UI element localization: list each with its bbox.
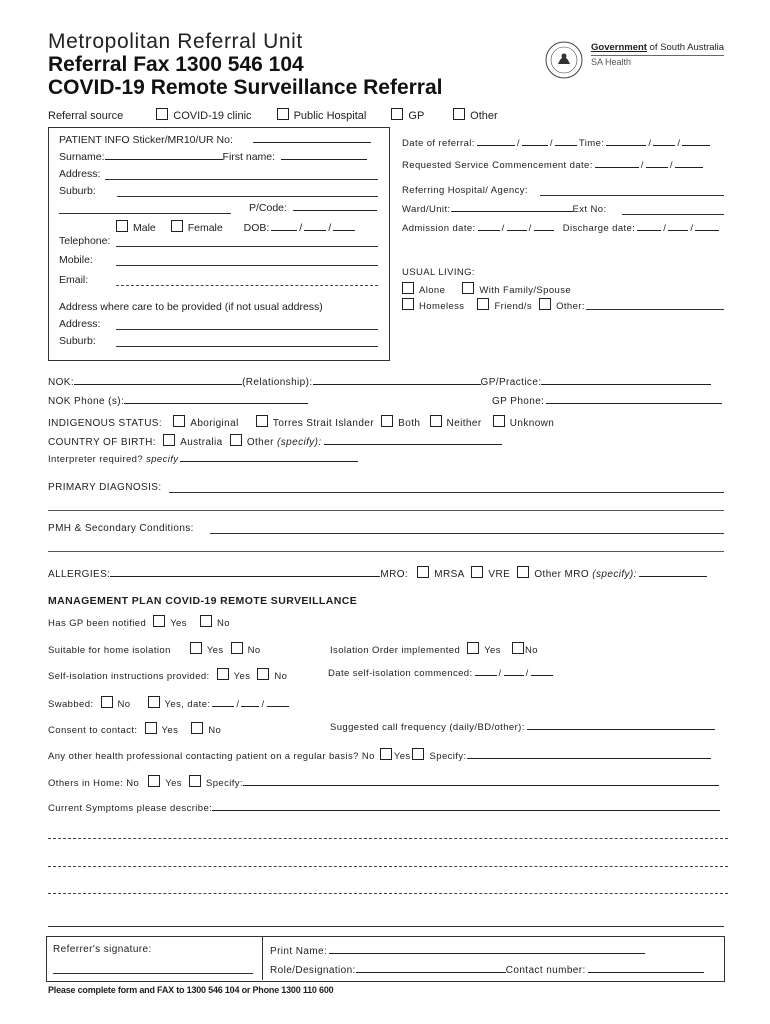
- referral-source-label: Referral source: [48, 110, 124, 122]
- signature-line[interactable]: [53, 973, 253, 974]
- admission-row: Admission date: / / Discharge date: / /: [402, 223, 721, 234]
- date-of-referral-row: Date of referral: / / Time: / /: [402, 138, 712, 149]
- referral-source-row: Referral source COVID-19 clinic Public Hospital GP Other: [48, 110, 498, 122]
- australia-checkbox[interactable]: [163, 434, 175, 446]
- other-mro-checkbox[interactable]: [517, 566, 529, 578]
- vre-checkbox[interactable]: [471, 566, 483, 578]
- swabbed-no-checkbox[interactable]: [101, 696, 113, 708]
- homeless-checkbox[interactable]: [402, 298, 414, 310]
- others-in-home-row: Others in Home: No Yes Specify:: [48, 775, 721, 789]
- living-row-1: Alone With Family/Spouse: [398, 282, 571, 296]
- covid-clinic-checkbox[interactable]: [156, 108, 168, 120]
- form-title: COVID-19 Remote Surveillance Referral: [48, 76, 443, 99]
- self-iso-yes-checkbox[interactable]: [217, 668, 229, 680]
- torres-checkbox[interactable]: [256, 415, 268, 427]
- unit-title: Metropolitan Referral Unit: [48, 30, 303, 53]
- self-iso-instr-row: Self-isolation instructions provided: Yes No: [48, 668, 287, 682]
- with-family-checkbox[interactable]: [462, 282, 474, 294]
- self-iso-date-row: Date self-isolation commenced: / /: [328, 668, 555, 679]
- other-health-yes-checkbox[interactable]: [412, 748, 424, 760]
- isolation-order-no-checkbox[interactable]: [512, 642, 524, 654]
- care-suburb-row: Suburb:: [59, 335, 96, 347]
- alone-checkbox[interactable]: [402, 282, 414, 294]
- sa-government-logo: [544, 40, 584, 80]
- email-row: Email:: [59, 274, 89, 286]
- isolation-order-yes-checkbox[interactable]: [467, 642, 479, 654]
- pmh-label: PMH & Secondary Conditions:: [48, 523, 194, 534]
- nok-row: NOK: (Relationship): GP/Practice:: [48, 377, 711, 388]
- female-checkbox[interactable]: [171, 220, 183, 232]
- call-frequency-row: Suggested call frequency (daily/BD/other):: [330, 722, 717, 733]
- other-living-checkbox[interactable]: [539, 298, 551, 310]
- other-source-checkbox[interactable]: [453, 108, 465, 120]
- consent-row: Consent to contact: Yes No: [48, 722, 221, 736]
- management-plan-heading: MANAGEMENT PLAN COVID-19 REMOTE SURVEILLANCE: [48, 595, 358, 607]
- fax-title: Referral Fax 1300 546 104: [48, 53, 304, 76]
- care-address-row: Address:: [59, 318, 101, 330]
- primary-diagnosis-label: PRIMARY DIAGNOSIS:: [48, 482, 162, 493]
- requested-date-row: Requested Service Commencement date: / /: [402, 160, 705, 171]
- gp-notified-row: Has GP been notified Yes No: [48, 615, 230, 629]
- footer-note: Please complete form and FAX to 1300 546 104 or Phone 1300 110 600: [48, 985, 334, 995]
- public-hospital-checkbox[interactable]: [277, 108, 289, 120]
- care-address-label: Address where care to be provided (if not usual address): [59, 301, 323, 313]
- consent-no-checkbox[interactable]: [191, 722, 203, 734]
- address-row: Address:: [59, 168, 101, 180]
- gp-phone-row: GP Phone:: [492, 396, 724, 407]
- mobile-row: Mobile:: [59, 254, 93, 266]
- symptoms-row: Current Symptoms please describe:: [48, 803, 722, 814]
- nok-phone-row: NOK Phone (s):: [48, 396, 310, 407]
- interpreter-row: Interpreter required? specify: [48, 454, 360, 465]
- swabbed-row: Swabbed: No Yes, date: / /: [48, 696, 291, 710]
- unknown-checkbox[interactable]: [493, 415, 505, 427]
- role-row: Role/Designation: Contact number:: [270, 965, 706, 976]
- isolation-order-row: Isolation Order implemented Yes No: [330, 642, 538, 656]
- home-isolation-no-checkbox[interactable]: [231, 642, 243, 654]
- gp-notified-yes-checkbox[interactable]: [153, 615, 165, 627]
- consent-yes-checkbox[interactable]: [145, 722, 157, 734]
- allergies-row: ALLERGIES: MRO: MRSA VRE Other MRO (specify):: [48, 566, 709, 580]
- indigenous-row: INDIGENOUS STATUS: Aboriginal Torres Strait Islander Both Neither Unknown: [48, 415, 554, 429]
- living-row-2: Homeless Friend/s Other:: [398, 298, 585, 312]
- patient-info-label: PATIENT INFO Sticker/MR10/UR No:: [59, 134, 373, 146]
- sa-health: SA Health: [591, 57, 632, 67]
- signature-label: Referrer's signature:: [53, 944, 152, 955]
- suburb-row: Suburb:: [59, 185, 96, 197]
- usual-living-label: USUAL LIVING:: [402, 267, 475, 278]
- aboriginal-checkbox[interactable]: [173, 415, 185, 427]
- surname-row: Surname: First name:: [59, 151, 369, 163]
- other-health-row: Any other health professional contacting patient on a regular basis? No Yes Specify:: [48, 748, 713, 762]
- home-isolation-yes-checkbox[interactable]: [190, 642, 202, 654]
- gp-notified-no-checkbox[interactable]: [200, 615, 212, 627]
- others-home-no-checkbox[interactable]: [148, 775, 160, 787]
- both-checkbox[interactable]: [381, 415, 393, 427]
- country-row: COUNTRY OF BIRTH: Australia Other (specify):: [48, 434, 504, 448]
- mrsa-checkbox[interactable]: [417, 566, 429, 578]
- print-name-row: Print Name:: [270, 946, 647, 957]
- gp-checkbox[interactable]: [391, 108, 403, 120]
- male-checkbox[interactable]: [116, 220, 128, 232]
- pcode-row: P/Code:: [249, 202, 379, 214]
- gov-name: Government of South Australia: [591, 42, 725, 53]
- friends-checkbox[interactable]: [477, 298, 489, 310]
- home-isolation-row: Suitable for home isolation Yes No: [48, 642, 261, 656]
- other-health-no-checkbox[interactable]: [380, 748, 392, 760]
- ward-row: Ward/Unit: Ext No:: [402, 204, 607, 215]
- others-home-yes-checkbox[interactable]: [189, 775, 201, 787]
- telephone-row: Telephone:: [59, 235, 111, 247]
- sex-dob-row: Male Female DOB: / /: [112, 220, 357, 234]
- hospital-row: Referring Hospital/ Agency:: [402, 185, 528, 196]
- self-iso-no-checkbox[interactable]: [257, 668, 269, 680]
- other-country-checkbox[interactable]: [230, 434, 242, 446]
- neither-checkbox[interactable]: [430, 415, 442, 427]
- swabbed-yes-checkbox[interactable]: [148, 696, 160, 708]
